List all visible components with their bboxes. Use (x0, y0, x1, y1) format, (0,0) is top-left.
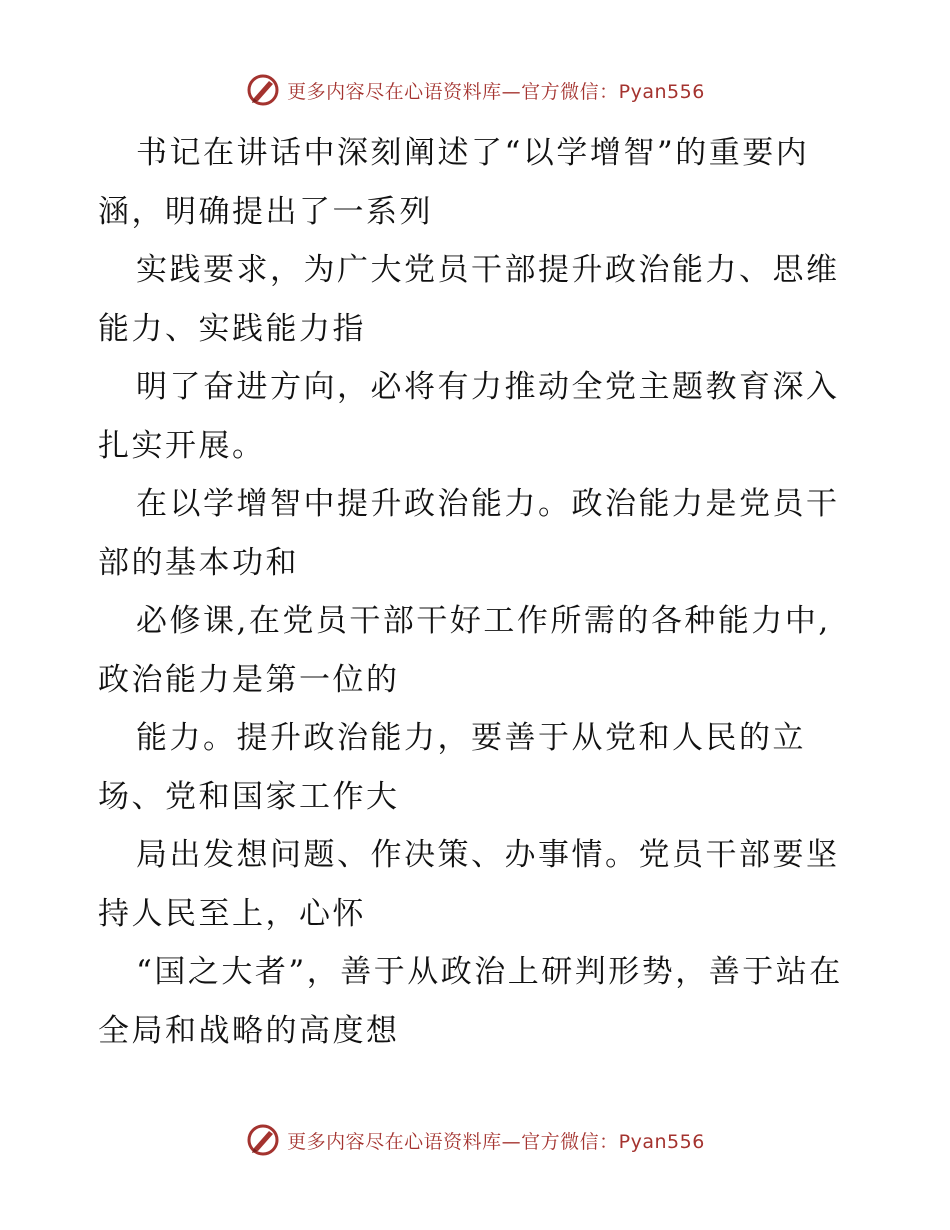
watermark-text: 更多内容尽在心语资料库—官方微信：Pyan556 (287, 1130, 705, 1153)
header-watermark (0, 70, 950, 110)
footer-watermark (0, 1120, 950, 1160)
paragraph: 在以学增智中提升政治能力。政治能力是党员干部的基本功和 (98, 486, 840, 581)
paragraph: 局出发想问题、作决策、办事情。党员干部要坚持人民至上，心怀 (98, 837, 840, 932)
watermark-text: 更多内容尽在心语资料库—官方微信：Pyan556 (287, 80, 705, 103)
paragraph: “国之大者”，善于从政治上研判形势，善于站在全局和战略的高度想 (98, 954, 843, 1049)
pen-seal-icon (245, 72, 281, 108)
paragraph: 明了奋进方向，必将有力推动全党主题教育深入扎实开展。 (98, 369, 840, 464)
paragraph: 必修课,在党员干部干好工作所需的各种能力中,政治能力是第一位的 (98, 603, 831, 698)
paragraph: 能力。提升政治能力，要善于从党和人民的立场、党和国家工作大 (98, 720, 806, 815)
paragraph: 书记在讲话中深刻阐述了“以学增智”的重要内涵，明确提出了一系列 (98, 135, 810, 230)
document-body (98, 124, 858, 1060)
pen-seal-icon (245, 1122, 281, 1158)
paragraph: 实践要求，为广大党员干部提升政治能力、思维能力、实践能力指 (98, 252, 840, 347)
